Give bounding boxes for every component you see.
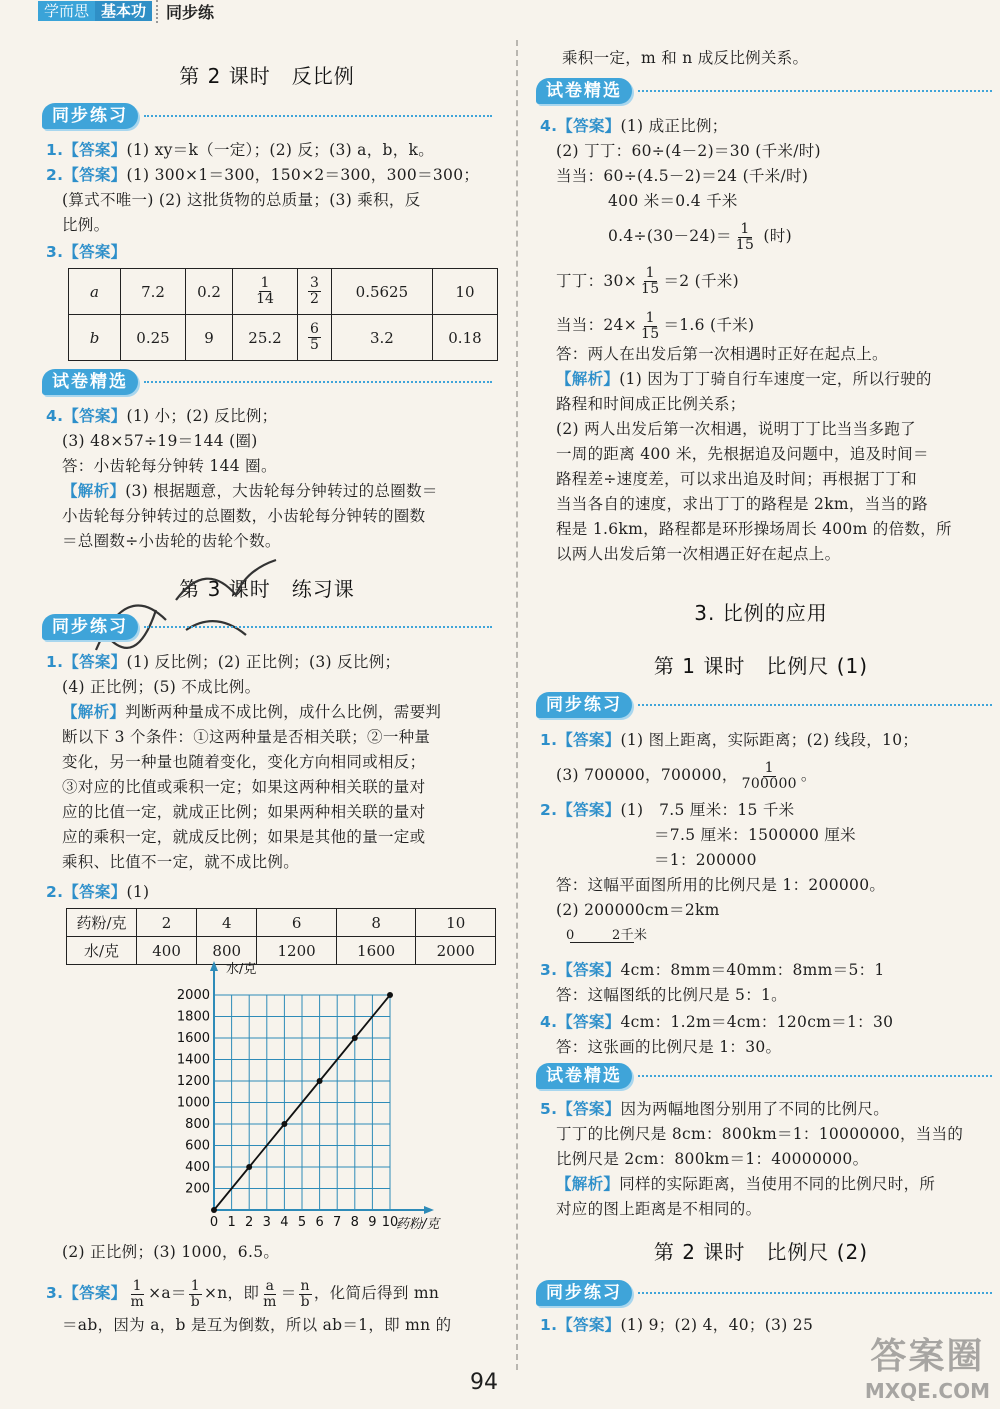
answer-text: (1) 反比例；(2) 正比例；(3) 反比例； [126, 653, 401, 671]
analysis-text: 路程差÷速度差，可以求出追及时间；再根据丁丁和 [556, 469, 917, 488]
section-tag-exam [536, 1063, 992, 1089]
data-point [387, 992, 393, 998]
tag-dotted-line [638, 90, 992, 92]
tag-dotted-line [144, 381, 492, 383]
answer-line [540, 759, 996, 792]
answer-label: 【答案】 [63, 407, 127, 425]
scale-question-2 [540, 798, 996, 949]
tag-label: 同步练习 [536, 692, 632, 718]
denominator: 15 [641, 325, 660, 342]
answer-text: (1) 300×1＝300，150×2＝300，300＝300； [126, 166, 480, 184]
analysis-text: 乘积、比值不一定，就不成比例。 [62, 853, 300, 871]
table-cell: 400 [137, 937, 197, 965]
scale-question-4 [540, 1010, 996, 1060]
tag-label: 同步练习 [536, 1280, 632, 1306]
answer-text: 400 米＝0.4 千米 [608, 192, 738, 210]
lesson-title: 第 2 课时 比例尺 (2) [653, 1240, 869, 1264]
denominator: 5 [309, 337, 319, 353]
analysis-text: 程是 1.6km，路程都是环形操场周长 400m 的倍数，所 [556, 519, 952, 538]
answer-text: 当当：24× [556, 316, 638, 334]
answer-line [540, 220, 996, 253]
x-tick-label: 5 [297, 1215, 307, 1230]
question-number: 2. [46, 883, 64, 901]
data-point [352, 1035, 358, 1041]
watermark-logo [865, 1328, 990, 1403]
analysis-text: 同样的实际距离，当使用不同的比例尺时，所 [619, 1175, 936, 1193]
answer-label: 【答案】 [557, 801, 621, 819]
x-tick-label: 6 [315, 1215, 324, 1230]
tag-label: 同步练习 [42, 103, 138, 129]
table-row-water [67, 937, 496, 965]
unit-title: 3. 比例的应用 [694, 601, 828, 625]
answer-text: 丁丁的比例尺是 8cm：800km＝1：10000000，当当的 [556, 1125, 964, 1143]
denominator: 14 [256, 291, 274, 307]
answer-text: (1) 9；(2) 4，40；(3) 25 [620, 1316, 814, 1334]
tag-dotted-line [638, 704, 992, 706]
section-tag-exam [42, 369, 492, 395]
x-axis-label: 药粉/克 [396, 1217, 440, 1232]
fraction [734, 222, 756, 253]
numerator: a [265, 1277, 275, 1294]
x-tick-label: 4 [280, 1215, 289, 1230]
answer-text: ＝7.5 厘米：1500000 厘米 [654, 826, 856, 844]
section-tag-exam [536, 78, 992, 104]
y-tick-label: 1800 [176, 1009, 210, 1025]
fraction [254, 276, 276, 307]
fraction [308, 276, 321, 307]
answer-label: 【答案】 [63, 166, 127, 184]
answer-label: 【答案】 [63, 1284, 127, 1302]
answer-label: 【答案】 [63, 141, 127, 159]
practice-question-2 [46, 880, 149, 905]
x-tick-label: 3 [262, 1215, 271, 1230]
numerator: 1 [132, 1277, 142, 1294]
tag-dotted-line [144, 626, 492, 628]
analysis-text: 对应的图上距离是不相同的。 [556, 1200, 762, 1218]
answer-text: 答：这幅平面图所用的比例尺是 1：200000。 [556, 876, 886, 894]
question-number: 3. [540, 961, 558, 979]
question-2 [46, 163, 502, 238]
analysis-text: (2) 两人出发后第一次相遇，说明丁丁比当当多跑了 [556, 419, 916, 438]
question-number: 1. [46, 141, 64, 159]
table-cell: 0.5625 [331, 269, 432, 315]
analysis-label: 【解析】 [556, 369, 620, 388]
answer-text: 4cm：1.2m＝4cm：120cm＝1：30 [620, 1013, 894, 1031]
y-tick-label: 2000 [176, 988, 210, 1003]
analysis-label: 【解析】 [62, 482, 126, 500]
y-tick-label: 1200 [176, 1074, 210, 1089]
question-number: 1. [540, 731, 558, 749]
analysis-text: 应的乘积一定，就成反比例；如果是其他的量一定或 [62, 828, 426, 846]
y-tick-label: 1400 [176, 1052, 210, 1068]
answer-label: 【答案】 [557, 731, 621, 749]
answer-line [540, 265, 996, 298]
denominator: m [263, 1293, 277, 1310]
answer-text: 比例尺是 2cm：800km＝1：40000000。 [556, 1150, 869, 1168]
answer-text: (1) 图上距离，实际距离；(2) 线段，10； [620, 731, 919, 749]
tag-label: 试卷精选 [536, 1063, 632, 1089]
x-axis-arrow [424, 1206, 434, 1214]
answer-text: (1) 7.5 厘米：15 千米 [620, 801, 795, 819]
question-number: 3. [46, 1284, 64, 1302]
table-cell: 9 [186, 315, 233, 361]
question-number: 3. [46, 243, 64, 261]
table-cell: 10 [416, 909, 496, 937]
table-cell: 7.2 [121, 269, 186, 315]
denominator: 700000 [741, 775, 797, 792]
table-cell: 800 [197, 937, 257, 965]
fraction [740, 761, 799, 792]
table-cell: 25.2 [232, 315, 297, 361]
answer-text: ＝ab，因为 a，b 是互为倒数，所以 ab＝1，即 mn 的 [62, 1315, 452, 1334]
fraction [189, 1279, 202, 1310]
table-cell [232, 269, 297, 315]
answer-text: 。 [800, 766, 817, 784]
table-cell: a [69, 269, 121, 315]
powder-water-line-chart [126, 962, 466, 1235]
scale-line [570, 942, 634, 943]
scale-question-3 [540, 958, 996, 1008]
answer-text: ×n，即 [203, 1284, 260, 1302]
answer-text: 答：两人在出发后第一次相遇时正好在起点上。 [556, 344, 888, 363]
answer-text: (1) [126, 883, 150, 901]
fraction [299, 1279, 312, 1310]
table-cell: b [69, 315, 121, 361]
x-tick-label: 9 [368, 1215, 377, 1230]
scale-end-label: 2千米 [612, 928, 648, 943]
fraction [308, 322, 321, 353]
denominator: 15 [735, 236, 755, 253]
denominator: 15 [641, 281, 660, 297]
analysis-text: 当当各自的速度，求出丁丁的路程是 2km，当当的路 [556, 494, 928, 513]
analysis-text: (3) 根据题意，大齿轮每分钟转过的总圈数＝ [125, 482, 438, 500]
numerator: 1 [764, 759, 774, 776]
table-cell: 1200 [257, 937, 337, 965]
data-point [211, 1207, 217, 1213]
numerator: 1 [740, 220, 750, 237]
answer-label: 【答案】 [557, 1316, 621, 1334]
question-1 [46, 138, 496, 163]
section-tag-practice [42, 614, 492, 640]
answer-label: 【答案】 [63, 653, 127, 671]
denominator: m [130, 1293, 145, 1310]
table-cell: 药粉/克 [67, 909, 137, 937]
practice-question-2-part2: (2) 正比例；(3) 1000，6.5。 [62, 1243, 280, 1261]
watermark-url: MXQE.COM [864, 1379, 990, 1403]
table-cell: 0.18 [432, 315, 497, 361]
answer-text: (3) 48×57÷19＝144 (圈) [62, 432, 258, 450]
analysis-text: 断以下 3 个条件：①这两种量是否相关联；②一种量 [62, 728, 431, 746]
x-tick-label: 8 [350, 1215, 359, 1230]
answer-label: 【答案】 [557, 1100, 621, 1118]
watermark-title: 答案圈 [870, 1336, 985, 1377]
denominator: b [190, 1293, 200, 1310]
question-number: 2. [540, 801, 558, 819]
page-number: 94 [470, 1370, 498, 1395]
data-point [281, 1121, 287, 1127]
fraction [639, 266, 661, 297]
answer-text: (时) [758, 227, 792, 245]
answer-text: (算式不唯一) (2) 这批货物的总质量；(3) 乘积，反 [62, 191, 421, 209]
column-divider [516, 40, 518, 1370]
scale-question-1 [540, 728, 996, 792]
denominator: 2 [309, 291, 319, 307]
y-tick-label: 800 [185, 1117, 210, 1132]
answer-text: (1) xy＝k（一定）；(2) 反；(3) a，b，k。 [126, 141, 435, 159]
analysis-text: 变化，另一种量也随着变化，变化方向相同或相反； [62, 753, 426, 771]
tag-dotted-line [638, 1292, 992, 1294]
tag-label: 同步练习 [42, 614, 138, 640]
x-tick-label: 7 [333, 1215, 342, 1230]
table-cell [298, 315, 332, 361]
answer-text: ，化简后得到 mn [313, 1284, 440, 1302]
fraction [128, 1279, 146, 1310]
analysis-label: 【解析】 [556, 1175, 620, 1193]
tag-label: 试卷精选 [42, 369, 138, 395]
x-tick-label: 0 [209, 1215, 219, 1230]
table-cell: 10 [432, 269, 497, 315]
scale-zero-label: 0 [566, 928, 575, 943]
x-tick-label: 1 [227, 1215, 236, 1230]
table-cell: 3.2 [331, 315, 432, 361]
analysis-text: 判断两种量成不成比例，成什么比例，需要判 [125, 703, 442, 721]
analysis-text: (1) 因为丁丁骑自行车速度一定，所以行驶的 [619, 369, 932, 388]
scale-bar [540, 923, 996, 949]
y-tick-label: 400 [185, 1160, 210, 1175]
denominator: b [300, 1293, 310, 1310]
question-3 [46, 240, 126, 265]
answer-label: 【答案】 [557, 117, 621, 135]
fraction [639, 311, 661, 342]
analysis-text: 以两人出发后第一次相遇正好在起点上。 [556, 544, 841, 563]
practice-question-1 [46, 650, 502, 875]
tag-dotted-line [144, 115, 492, 117]
table-cell: 1600 [336, 937, 416, 965]
numerator: 1 [645, 265, 655, 281]
analysis-label: 【解析】 [62, 703, 126, 721]
analysis-text: 路程和时间成正比例关系； [556, 394, 746, 413]
section-tag-practice [42, 103, 492, 129]
x-tick-label: 2 [245, 1215, 254, 1230]
section-tag-practice [536, 692, 992, 718]
answer-text: ×a＝ [148, 1284, 187, 1302]
numerator: 1 [190, 1277, 200, 1294]
answer-label: 【答案】 [63, 883, 127, 901]
x-tick-label: 10 [381, 1215, 399, 1230]
question-number: 4. [540, 1013, 558, 1031]
answer-text: (1) 小；(2) 反比例； [126, 407, 278, 425]
question-number: 4. [46, 407, 64, 425]
answer-text: 0.4÷(30－24)＝ [608, 227, 732, 245]
answer-text: 答：这幅图纸的比例尺是 5：1。 [556, 986, 787, 1004]
answer-text: (1) 成正比例； [620, 117, 728, 135]
lesson-title: 第 1 课时 比例尺 (1) [653, 654, 869, 678]
table-cell: 6 [257, 909, 337, 937]
lesson-title: 第 2 课时 反比例 [179, 64, 355, 88]
section-tag-practice [536, 1280, 992, 1306]
numerator: n [300, 1277, 310, 1294]
tag-label: 试卷精选 [536, 78, 632, 104]
table-row-b [69, 315, 498, 361]
table-cell: 4 [197, 909, 257, 937]
analysis-text: 应的比值一定，就成正比例；如果两种相关联的量对 [62, 803, 426, 821]
y-tick-label: 200 [185, 1181, 210, 1197]
answer-label: 【答案】 [63, 243, 127, 261]
answer-table-ab [68, 268, 498, 361]
table-cell: 8 [336, 909, 416, 937]
analysis-text: ③对应的比值或乘积一定；如果这两种相关联的量对 [62, 778, 426, 796]
table-row-a [69, 269, 498, 315]
data-point [246, 1164, 252, 1170]
numerator: 1 [645, 309, 655, 326]
question-number: 5. [540, 1100, 558, 1118]
series-label: 基本功 [95, 1, 152, 21]
analysis-text: ＝总圈数÷小齿轮的齿轮个数。 [62, 532, 281, 550]
answer-text: (3) 700000，700000， [556, 766, 738, 784]
answer-text: ＝2 (千米) [663, 271, 739, 290]
question-number: 1. [540, 1316, 558, 1334]
answer-text: ＝1：200000 [654, 851, 757, 869]
answer-line [540, 309, 996, 342]
answer-label: 【答案】 [557, 1013, 621, 1031]
practice-question-3 [46, 1278, 506, 1340]
numerator: 3 [309, 275, 319, 291]
answer-text: 答：这张画的比例尺是 1：30。 [556, 1038, 782, 1056]
continued-text: 乘积一定，m 和 n 成反比例关系。 [562, 49, 809, 67]
table-cell [298, 269, 332, 315]
data-point [317, 1078, 323, 1084]
analysis-text: 小齿轮每分钟转过的总圈数，小齿轮每分钟转的圈数 [62, 507, 426, 525]
answer-text: ＝ [280, 1284, 297, 1302]
y-tick-label: 1000 [176, 1095, 210, 1111]
table-cell: 2000 [416, 937, 496, 965]
analysis-text: 一周的距离 400 米，先根据追及问题中，追及时间＝ [556, 444, 929, 463]
question-number: 1. [46, 653, 64, 671]
answer-text: 丁丁：30× [556, 271, 638, 290]
table-row-powder [67, 909, 496, 937]
fraction [261, 1279, 279, 1310]
y-axis-label: 水/克 [226, 962, 257, 977]
book-label: 同步练 [156, 0, 214, 23]
question-number: 2. [46, 166, 64, 184]
answer-text: 答：小齿轮每分钟转 144 圈。 [62, 457, 277, 475]
table-cell: 0.25 [121, 315, 186, 361]
lesson-title: 第 3 课时 练习课 [179, 577, 355, 601]
y-tick-label: 600 [185, 1138, 210, 1154]
brand-label: 学而思 [38, 1, 95, 21]
question-4 [46, 404, 502, 554]
answer-text: (2) 丁丁：60÷(4－2)＝30 (千米/时) [556, 142, 821, 160]
numerator: 1 [260, 275, 270, 291]
answer-text: (4) 正比例；(5) 不成比例。 [62, 678, 261, 696]
answer-text: 当当：60÷(4.5－2)＝24 (千米/时) [556, 167, 809, 185]
answer-label: 【答案】 [557, 961, 621, 979]
answer-table-powder-water [66, 908, 496, 965]
answer-text: 4cm：8mm＝40mm：8mm＝5：1 [620, 961, 885, 979]
numerator: 6 [309, 321, 319, 337]
tag-dotted-line [638, 1075, 992, 1077]
header-bar [38, 0, 214, 22]
question-number: 4. [540, 117, 558, 135]
answer-text: ＝1.6 (千米) [663, 316, 755, 334]
table-cell: 水/克 [67, 937, 137, 965]
scale-question-5 [540, 1097, 996, 1222]
answer-text: 因为两幅地图分别用了不同的比例尺。 [620, 1100, 890, 1118]
table-cell: 2 [137, 909, 197, 937]
answer-text: (2) 200000cm＝2km [556, 901, 720, 919]
exam-question-4 [540, 114, 996, 567]
y-tick-label: 1600 [176, 1031, 210, 1046]
answer-text: 比例。 [62, 216, 110, 234]
table-cell: 0.2 [186, 269, 233, 315]
